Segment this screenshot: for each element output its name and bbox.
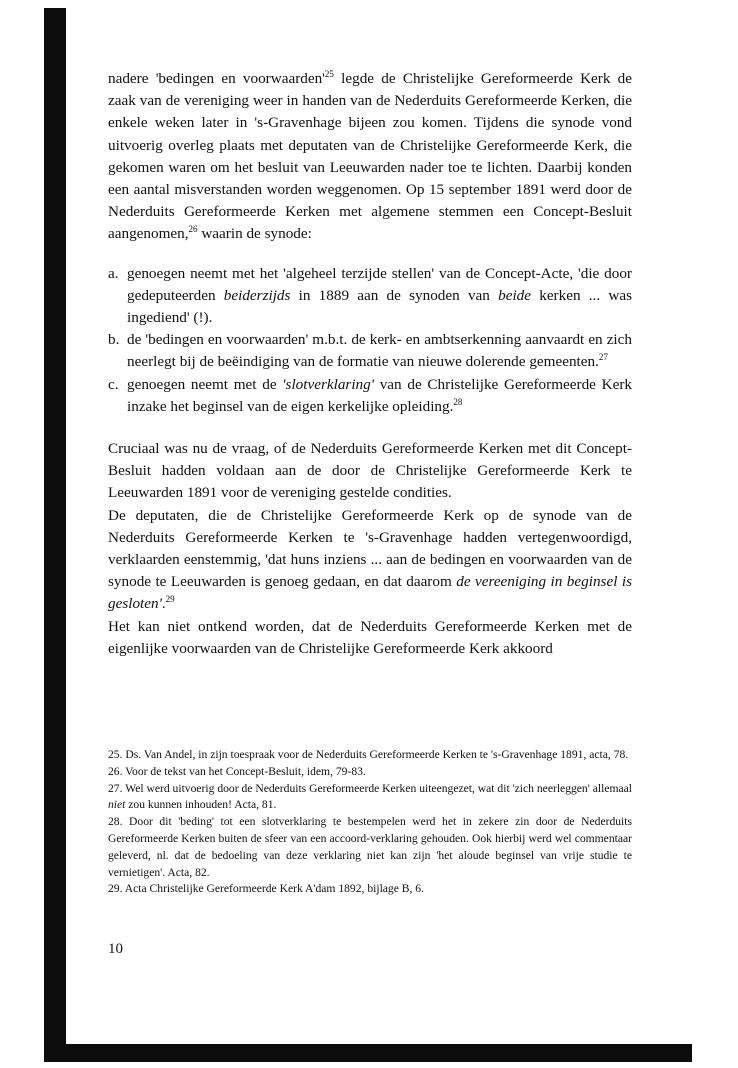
page-body — [108, 68, 632, 660]
scan-border-left — [44, 8, 66, 1044]
footnotes — [108, 747, 632, 898]
footnote-ref-26: 26 — [188, 224, 198, 235]
intro-paragraph: nadere 'bedingen en $voorwaarden'^{25}$ legde de Christelijke Gereformeerde Kerk de zaak van de vereniging weer in handen van de Nederduits Gereformeerde Kerken, die enkele weken later in 's-Gravenhage bijeen zou komen. Tijdens die synode vond uitvoerig overleg plaats met deputaten van de Christelijke Gereformeerde Kerk, die gekomen waren om het besluit van Leeuwarden nader toe te lichten. Daarbij konden een aantal misverstanden worden weggenomen. Op 15 september 1891 werd door de Nederduits Gereformeerde Kerken met algemene stemmen een Concept-Besluit aangenomen,$^{26}$ waarin de synode: — [108, 69, 632, 243]
list-item: c. genoegen neemt met de 'slotverklaring' van de Christelijke Gereformeerde Kerk inzake het beginsel van de eigen kerkelijke opleiding.$^{28}$ — [108, 375, 632, 415]
footnote-ref-25: 25 — [324, 69, 334, 79]
footnote-27: 27. Wel werd uitvoerig door de Nederduits Gereformeerde Kerken uiteengezet, wat dit 'zich neerleggen' allemaal niet zou kunnen inhouden! Acta, 81. — [108, 781, 632, 812]
page-number: 10 — [108, 941, 123, 957]
footnote-26: 26. Voor de tekst van het Concept-Besluit, idem, 79-83. — [108, 764, 366, 778]
scan-border-bottom — [44, 1044, 692, 1062]
footnote-29: 29. Acta Christelijke Gereformeerde Kerk A'dam 1892, bijlage B, 6. — [108, 882, 424, 896]
list-item: b. de 'bedingen en voorwaarden' m.b.t. de kerk- en ambtserkenning aanvaardt en zich neerlegt bij de beëindiging van de formatie van nieuwe dolerende gemeenten.$^{27}$ — [108, 331, 632, 371]
footnote-28: 28. Door dit 'beding' tot een slotverklaring te bestempelen werd het in zekere zin door de Nederduits Gereformeerde Kerken buiten de sfeer van een accoord-verklaring gehouden. Ook hierbij werd wel commentaar geleverd, nl. dat de bedoeling van deze verklaring niet kan zijn 'het aloude beginsel van vrije studie te vernietigen'. Acta, 82. — [108, 815, 632, 879]
synod-decision-list — [108, 263, 632, 418]
paragraph-last: Het kan niet ontkend worden, dat de Nederduits Gereformeerde Kerken met de eigenlijke voorwaarden van de Christelijke Gereformeerde Kerk akkoord — [108, 617, 632, 657]
footnote-ref-29: 29 — [165, 594, 175, 605]
footnote-25: 25. Ds. Van Andel, in zijn toespraak voor de Nederduits Gereformeerde Kerken te 's-Gravenhage 1891, acta, 78. — [108, 748, 629, 761]
paragraph-deputaten: De deputaten, die de Christelijke Gereformeerde Kerk op de synode van de Nederduits Gereformeerde Kerken te 's-Gravenhage hadden vertegenwoordigd, verklaarden eenstemmig, 'dat huns inziens ... aan de bedingen en voorwaarden van de synode te Leeuwarden is genoeg gedaan, en dat daarom de vereeniging in beginsel is gesloten'.$^{29}$ — [108, 506, 632, 613]
footnote-ref-28: 28 — [453, 396, 463, 407]
list-item: a. genoegen neemt met het 'algeheel terzijde stellen' van de Concept-Acte, 'die door gedeputeerden beiderzijds in 1889 aan de synoden van beide kerken ... was ingediend' (!). — [108, 264, 632, 327]
paragraph-crucial: Cruciaal was nu de vraag, of de Nederduits Gereformeerde Kerken met dit Concept-Besluit hadden voldaan aan de door de Christelijke Gereformeerde Kerk te Leeuwarden 1891 voor de vereniging gestelde condities. — [108, 440, 632, 502]
footnote-ref-27: 27 — [598, 352, 608, 363]
